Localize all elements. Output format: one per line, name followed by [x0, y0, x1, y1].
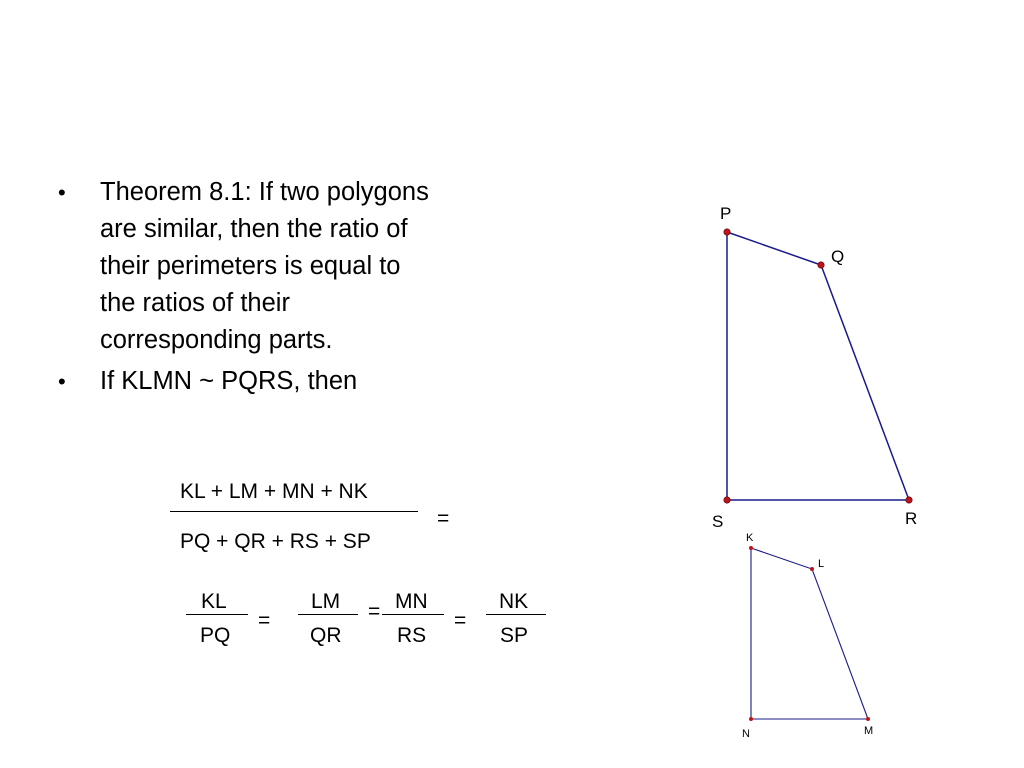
- equals-3: =: [454, 609, 467, 632]
- ratio-lm-denominator: QR: [310, 624, 342, 647]
- equals-2: =: [368, 600, 381, 623]
- ratio-nk-denominator: SP: [500, 624, 529, 647]
- bullet-similarity-text: If KLMN ~ PQRS, then: [100, 367, 358, 395]
- vertex-k-dot: [749, 546, 753, 550]
- vertex-n-dot: [749, 717, 753, 721]
- vertex-m-dot: [866, 717, 870, 721]
- equals-1: =: [258, 609, 271, 632]
- perimeter-equals: =: [437, 507, 450, 530]
- ratio-kl-denominator: PQ: [200, 624, 231, 647]
- vertex-r-dot: [906, 497, 912, 503]
- ratio-kl-numerator: KL: [201, 590, 227, 613]
- ratio-nk-numerator: NK: [499, 590, 529, 613]
- large-quadrilateral-pqrs: [712, 204, 917, 531]
- small-quadrilateral-klmn: [742, 532, 873, 740]
- ratio-mn-denominator: RS: [397, 624, 427, 647]
- vertex-l-label: L: [818, 558, 825, 570]
- vertex-q-dot: [818, 262, 824, 268]
- vertex-k-label: K: [746, 532, 754, 544]
- ratio-lm-numerator: LM: [311, 590, 341, 613]
- klmn-outline: [751, 548, 868, 719]
- ratio-mn-numerator: MN: [395, 590, 428, 613]
- pqrs-outline: [727, 232, 909, 500]
- bullet-dot: •: [58, 369, 66, 394]
- vertex-p-label: P: [720, 204, 732, 223]
- bullet-theorem-text: Theorem 8.1: If two polygons are similar, then the ratio of their perimeters is equal to the ratios of their corresponding parts.: [100, 178, 429, 354]
- bullet-dot: •: [58, 180, 66, 205]
- vertex-m-label: M: [864, 725, 874, 737]
- vertex-r-label: R: [905, 509, 918, 528]
- vertex-l-dot: [810, 567, 814, 571]
- vertex-n-label: N: [742, 728, 750, 740]
- perimeter-denominator: PQ + QR + RS + SP: [180, 530, 371, 553]
- vertex-s-dot: [724, 497, 730, 503]
- vertex-q-label: Q: [831, 247, 845, 266]
- perimeter-numerator: KL + LM + MN + NK: [180, 480, 368, 503]
- vertex-s-label: S: [712, 512, 724, 531]
- vertex-p-dot: [724, 229, 730, 235]
